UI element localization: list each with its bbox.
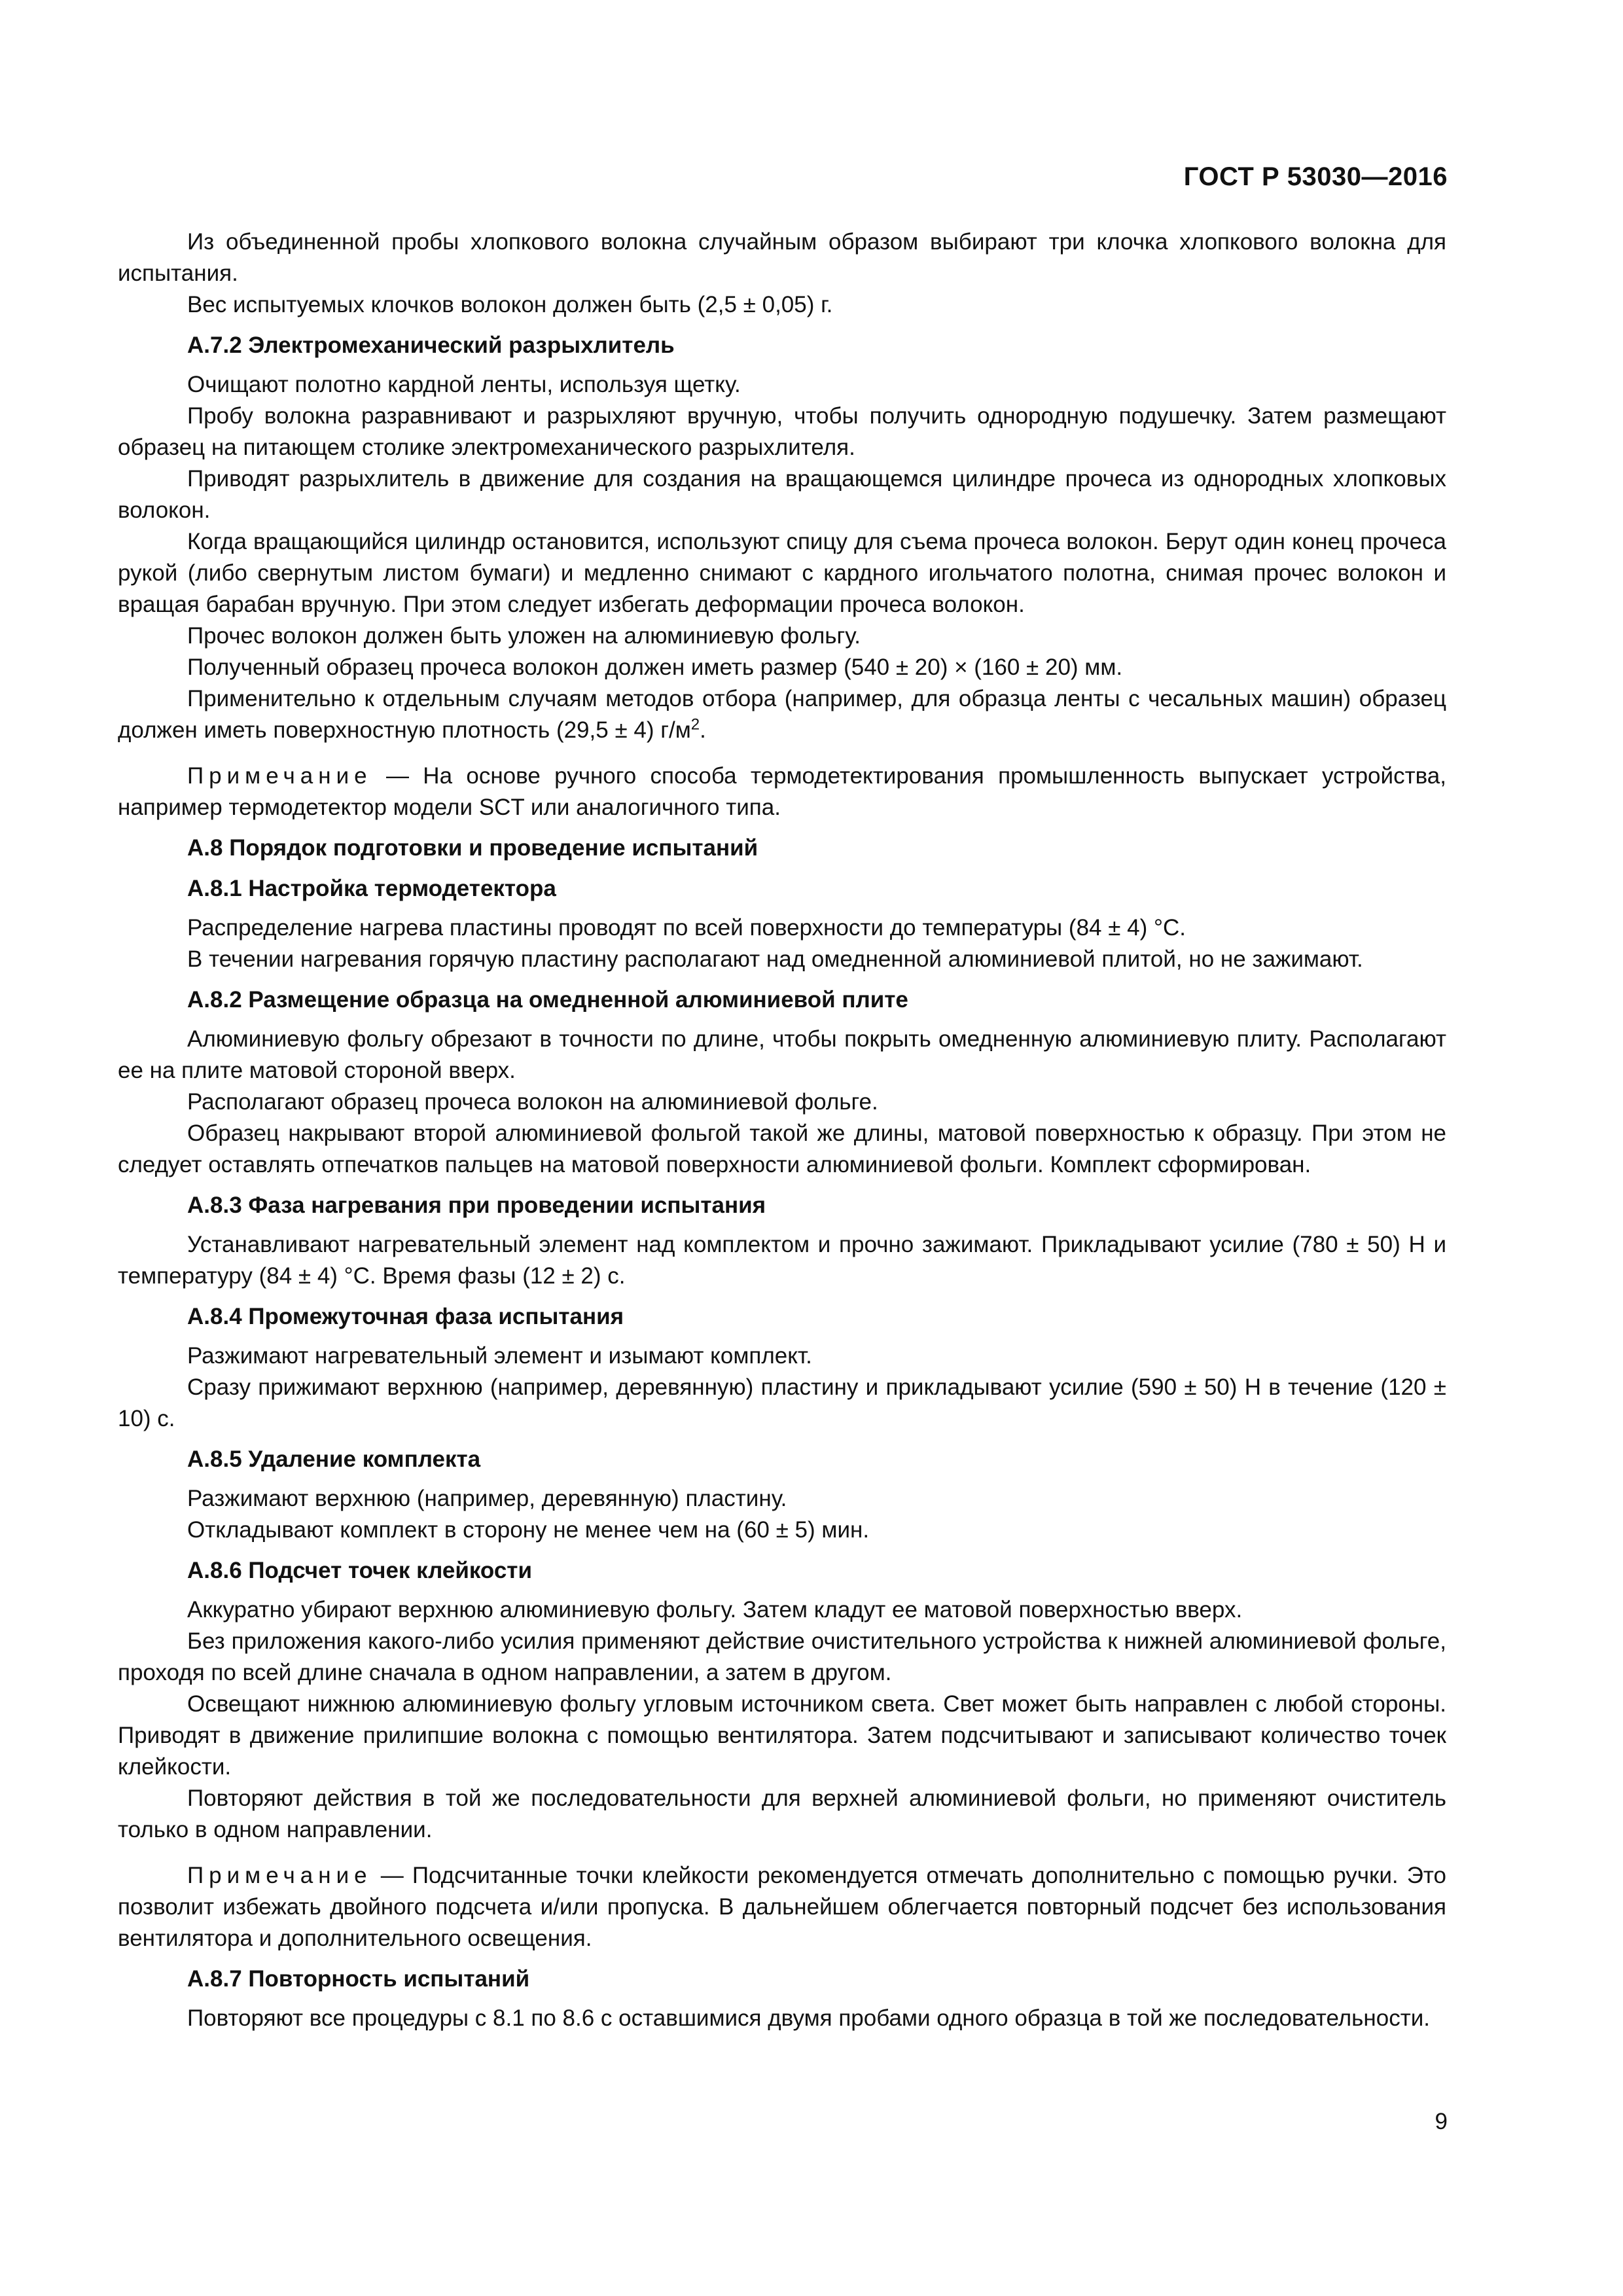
paragraph: Сразу прижимают верхнюю (например, деревянную) пластину и прикладывают усилие (590 ± 50) Н в течение (120 ± 10) с. [118,1374,1446,1431]
note-lead: Примечание [187,763,372,789]
paragraph: Прочес волокон должен быть уложен на алюминиевую фольгу. [187,623,861,649]
paragraph: Разжимают верхнюю (например, деревянную) пластину. [187,1486,787,1511]
paragraph: Пробу волокна разравнивают и разрыхляют вручную, чтобы получить однородную подушечку. Затем размещают образец на питающем столике электромеханического разрыхлителя. [118,403,1446,460]
section-heading-a83: А.8.3 Фаза нагревания при проведении испытания [187,1193,766,1218]
paragraph: Приводят разрыхлитель в движение для создания на вращающемся цилиндре прочеса из однородных хлопковых волокон. [118,466,1446,523]
paragraph: Полученный образец прочеса волокон должен иметь размер (540 ± 20) × (160 ± 20) мм. [187,655,1123,680]
paragraph: Из объединенной пробы хлопкового волокна случайным образом выбирают три клочка хлопкового волокна для испытания. [118,229,1446,286]
section-heading-a82: А.8.2 Размещение образца на омедненной алюминиевой плите [187,987,908,1013]
document-id: ГОСТ Р 53030—2016 [1183,162,1448,191]
note-2 [118,1860,1446,1954]
note-text: — Подсчитанные точки клейкости рекомендуется отмечать дополнительно с помощью ручки. Это позволит избежать двойного подсчета и/или пропуска. В дальнейшем облегчается повторный подсчет без использования вентилятора и дополнительного освещения. [118,1863,1446,1951]
note-text: — На основе ручного способа термодетектирования промышленность выпускает устройства, например термодетектор модели SCT или аналогичного типа. [118,763,1446,820]
paragraph: Разжимают нагревательный элемент и изымают комплект. [187,1343,812,1369]
paragraph: Повторяют действия в той же последовательности для верхней алюминиевой фольги, но применяют очиститель только в одном направлении. [118,1785,1446,1842]
note-lead: Примечание [187,1863,372,1888]
section-heading-a8: А.8 Порядок подготовки и проведение испытаний [187,835,758,861]
paragraph: Повторяют все процедуры с 8.1 по 8.6 с оставшимися двумя пробами одного образца в той же последовательности. [187,2005,1431,2031]
paragraph: Алюминиевую фольгу обрезают в точности по длине, чтобы покрыть омедненную алюминиевую плиту. Располагают ее на плите матовой стороной вверх. [118,1026,1446,1083]
paragraph: Когда вращающийся цилиндр остановится, используют спицу для съема прочеса волокон. Берут один конец прочеса рукой (либо свернутым листом бумаги) и медленно снимают с кардного игольчатого полотна, снимая прочес волокон и вращая барабан вручную. При этом следует избегать деформации прочеса волокон. [118,529,1446,617]
paragraph-end: . [700,717,706,743]
page-body [118,226,1446,2034]
paragraph: Очищают полотно кардной ленты, используя щетку. [187,372,741,397]
superscript: 2 [690,715,700,734]
section-heading-a84: А.8.4 Промежуточная фаза испытания [187,1304,624,1329]
paragraph-density [118,683,1446,746]
paragraph: Аккуратно убирают верхнюю алюминиевую фольгу. Затем кладут ее матовой поверхностью вверх. [187,1597,1243,1623]
section-heading-a86: А.8.6 Подсчет точек клейкости [187,1558,532,1583]
section-heading-a81: А.8.1 Настройка термодетектора [187,876,556,901]
paragraph: Устанавливают нагревательный элемент над комплектом и прочно зажимают. Прикладывают усилие (780 ± 50) Н и температуру (84 ± 4) °С. Время фазы (12 ± 2) с. [118,1232,1446,1289]
paragraph-text: Применительно к отдельным случаям методов отбора (например, для образца ленты с чесальных машин) образец должен иметь поверхностную плотность (29,5 ± 4) г/м [118,686,1446,743]
paragraph: Откладывают комплект в сторону не менее чем на (60 ± 5) мин. [187,1517,870,1543]
paragraph: Располагают образец прочеса волокон на алюминиевой фольге. [187,1089,878,1115]
section-heading-a87: А.8.7 Повторность испытаний [187,1966,530,1992]
paragraph: Без приложения какого-либо усилия применяют действие очистительного устройства к нижней алюминиевой фольге, проходя по всей длине сначала в одном направлении, а затем в другом. [118,1628,1446,1685]
paragraph: Распределение нагрева пластины проводят по всей поверхности до температуры (84 ± 4) °С. [187,915,1186,941]
paragraph: Образец накрывают второй алюминиевой фольгой такой же длины, матовой поверхностью к образцу. При этом не следует оставлять отпечатков пальцев на матовой поверхности алюминиевой фольги. Комплект сформирован. [118,1121,1446,1177]
note-1 [118,761,1446,823]
section-heading-a72: А.7.2 Электромеханический разрыхлитель [187,332,675,358]
section-heading-a85: А.8.5 Удаление комплекта [187,1446,481,1472]
page-number: 9 [1435,2109,1448,2134]
paragraph: Освещают нижнюю алюминиевую фольгу угловым источником света. Свет может быть направлен с любой стороны. Приводят в движение прилипшие волокна с помощью вентилятора. Затем подсчитывают и записывают количество точек клейкости. [118,1691,1446,1780]
paragraph: Вес испытуемых клочков волокон должен быть (2,5 ± 0,05) г. [187,292,833,317]
paragraph: В течении нагревания горячую пластину располагают над омедненной алюминиевой плитой, но не зажимают. [187,946,1363,972]
